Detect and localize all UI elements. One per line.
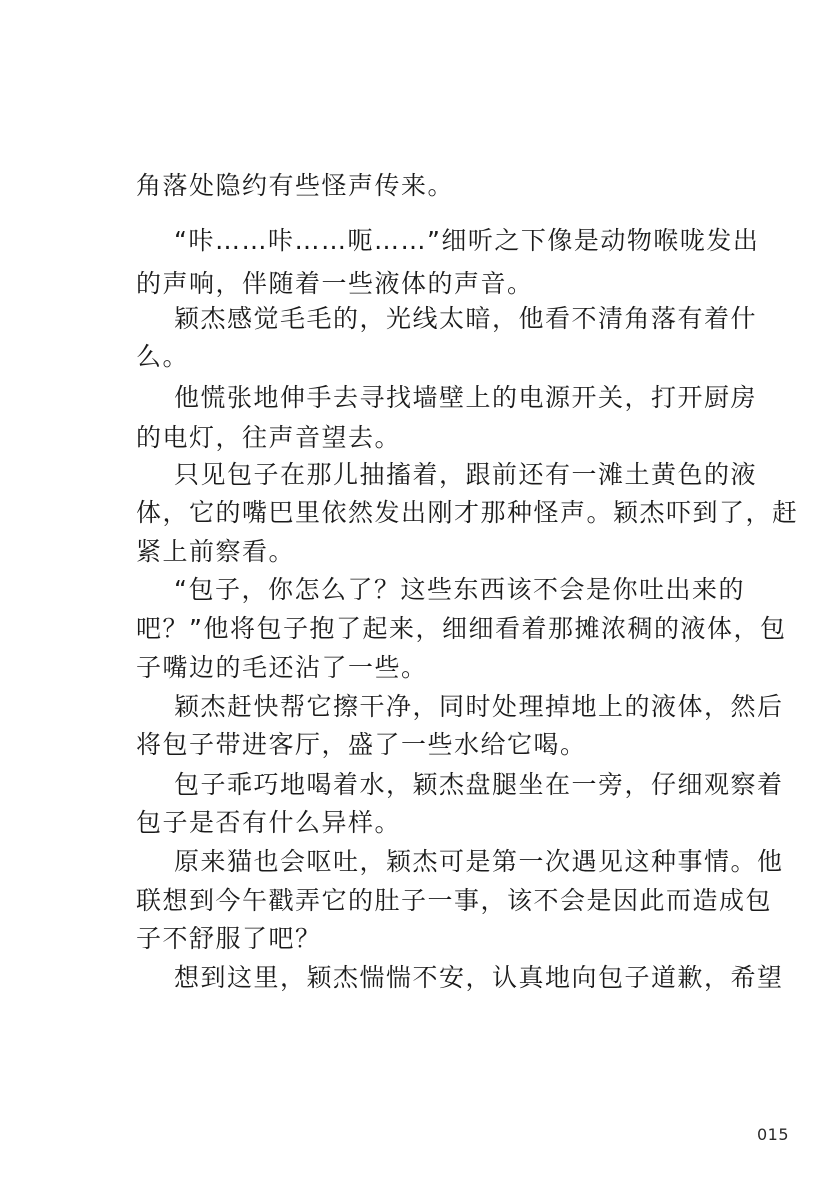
text-line: 想到这里，颖杰惴惴不安，认真地向包子道歉，希望 xyxy=(174,963,784,992)
text-line: 角落处隐约有些怪声传来。 xyxy=(136,171,455,200)
text-line: 子不舒服了吧？ xyxy=(136,924,322,953)
text-line: 颖杰赶快帮它擦干净，同时处理掉地上的液体，然后 xyxy=(174,692,784,721)
text-line: 的电灯，往声音望去。 xyxy=(136,423,402,452)
text-line: “包子，你怎么了？这些东西该不会是你吐出来的 xyxy=(174,575,745,604)
text-line: 将包子带进客厅，盛了一些水给它喝。 xyxy=(136,730,587,759)
text-line: 包子是否有什么异样。 xyxy=(136,808,402,837)
text-line: 只见包子在那儿抽搐着，跟前还有一滩土黄色的液 xyxy=(174,460,758,489)
text-line: 的声响，伴随着一些液体的声音。 xyxy=(136,269,534,298)
text-line: 联想到今午戳弄它的肚子一事，该不会是因此而造成包 xyxy=(136,886,773,915)
text-line: 体，它的嘴巴里依然发出刚才那种怪声。颖杰吓到了，赶 xyxy=(136,498,799,527)
text-line: 颖杰感觉毛毛的，光线太暗，他看不清角落有着什 xyxy=(174,304,758,333)
text-line: 吧？”他将包子抱了起来，细细看着那摊浓稠的液体，包 xyxy=(136,614,787,643)
text-line: “咔……咔……呃……”细听之下像是动物喉咙发出 xyxy=(174,226,760,255)
text-line: 么。 xyxy=(136,342,190,371)
text-line: 他慌张地伸手去寻找墙壁上的电源开关，打开厨房 xyxy=(174,383,758,412)
text-line: 子嘴边的毛还沾了一些。 xyxy=(136,653,428,682)
text-line: 原来猫也会呕吐，颖杰可是第一次遇见这种事情。他 xyxy=(174,847,784,876)
text-line: 包子乖巧地喝着水，颖杰盘腿坐在一旁，仔细观察着 xyxy=(174,770,784,799)
page-number: 015 xyxy=(757,1125,790,1144)
text-line: 紧上前察看。 xyxy=(136,537,296,566)
